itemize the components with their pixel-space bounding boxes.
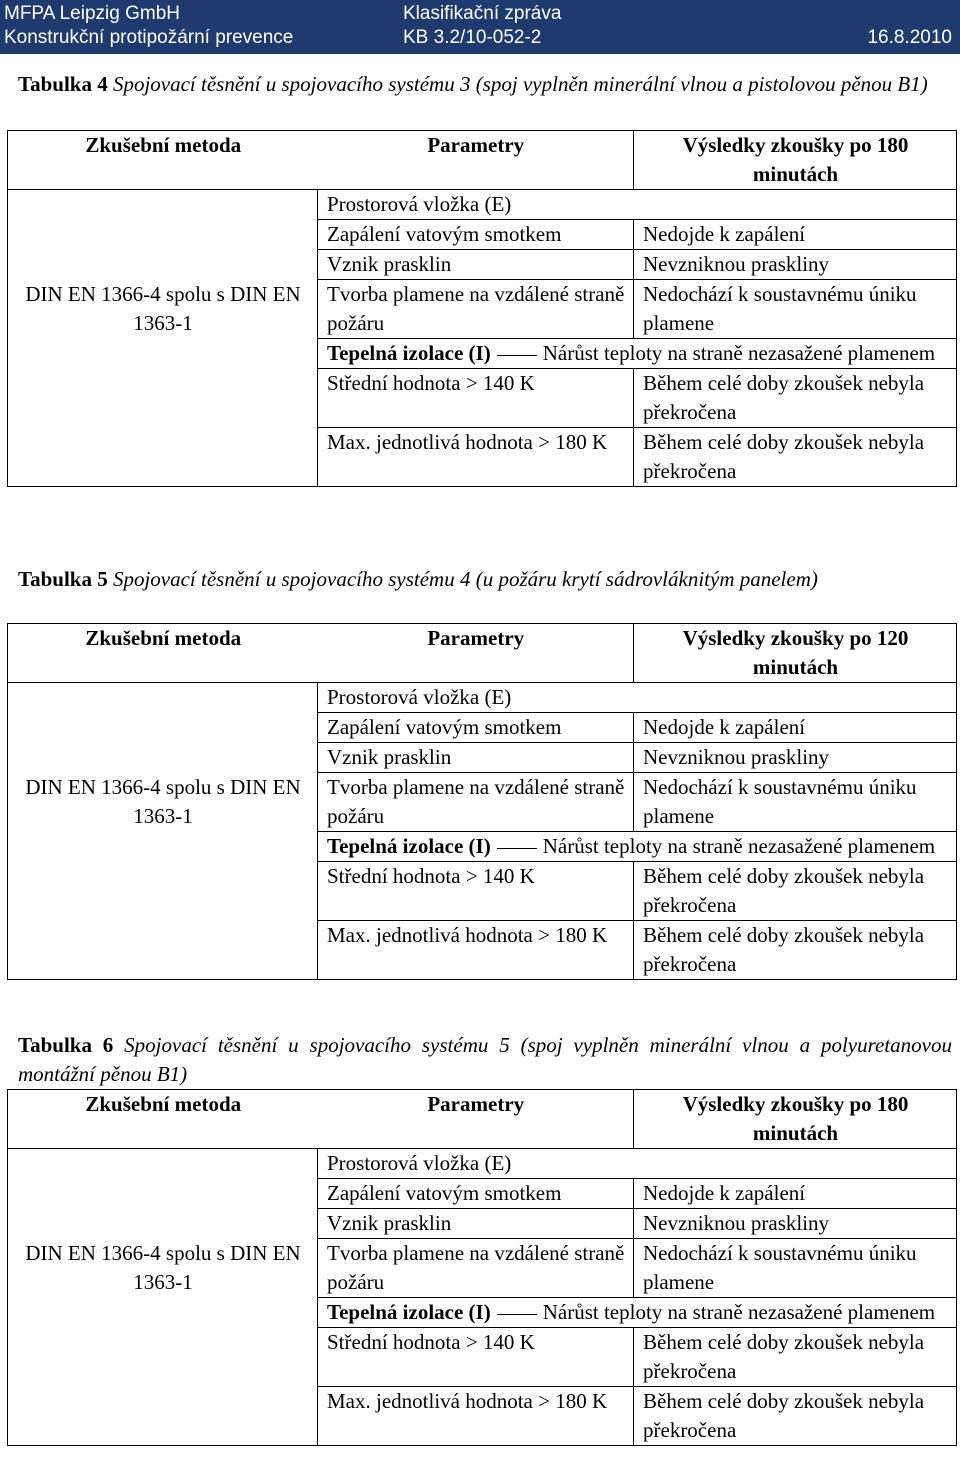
result-cell: Nedochází k soustavnému úniku plamene [634,773,957,832]
result-cell: Během celé doby zkoušek nebyla překročena [634,1387,957,1446]
table-header-row [8,131,957,190]
result-cell: Nevzniknou praskliny [634,250,957,280]
param-cell: Max. jednotlivá hodnota > 180 K [318,921,634,980]
table-caption [18,70,952,99]
col-header-params: Parametry [318,624,634,683]
insulation-heading: Tepelná izolace (I) Nárůst teploty na straně nezasažené plamenem [318,339,957,369]
result-cell: Nedochází k soustavnému úniku plamene [634,280,957,339]
dash-separator [497,1314,537,1315]
result-cell: Nedojde k zapálení [634,220,957,250]
table-caption [18,565,952,594]
report-number: KB 3.2/10-052-2 [403,27,542,48]
table-row [8,1387,957,1446]
table-header-row [8,1090,957,1149]
param-cell: Vznik prasklin [318,743,634,773]
param-cell: Střední hodnota > 140 K [318,862,634,921]
table-caption-text: Spojovací těsnění u spojovacího systému 3 (spoj vyplněn minerální vlnou a pistolovou pěnou B1) [112,72,928,96]
result-cell: Během celé doby zkoušek nebyla překročena [634,1328,957,1387]
col-header-params: Parametry [318,1090,634,1149]
table-row [8,190,957,220]
param-cell: Max. jednotlivá hodnota > 180 K [318,1387,634,1446]
table-header-row [8,624,957,683]
result-cell: Během celé doby zkoušek nebyla překročena [634,369,957,428]
dash-separator [497,355,537,356]
param-cell: Střední hodnota > 140 K [318,369,634,428]
table-caption-text: Spojovací těsnění u spojovacího systému 4 (u požáru krytí sádrovláknitým panelem) [112,567,818,591]
report-header [0,0,960,54]
test-method-cell: DIN EN 1366-4 spolu s DIN EN 1363-1 [8,1149,318,1387]
classification-table [7,1089,957,1446]
result-cell: Během celé doby zkoušek nebyla překročena [634,428,957,487]
param-cell: Zapálení vatovým smotkem [318,220,634,250]
report-type: Klasifikační zpráva [403,3,562,24]
classification-table [7,130,957,487]
method-cell-continuation [8,428,318,487]
result-cell: Během celé doby zkoušek nebyla překročena [634,862,957,921]
col-header-params: Parametry [318,131,634,190]
param-cell: Max. jednotlivá hodnota > 180 K [318,428,634,487]
col-header-method: Zkušební metoda [8,1090,318,1149]
integrity-heading: Prostorová vložka (E) [318,190,957,220]
dash-separator [497,848,537,849]
table-row [8,921,957,980]
col-header-results: Výsledky zkoušky po 120 minutách [634,624,957,683]
report-date: 16.8.2010 [867,27,952,48]
result-cell: Nevzniknou praskliny [634,1209,957,1239]
col-header-method: Zkušební metoda [8,624,318,683]
table-caption-text: Spojovací těsnění u spojovacího systému 5 (spoj vyplněn minerální vlnou a polyuretanovou montážní pěnou B1) [18,1033,952,1086]
table-row [8,683,957,713]
result-cell: Nevzniknou praskliny [634,743,957,773]
table-row [8,428,957,487]
param-cell: Vznik prasklin [318,250,634,280]
insulation-heading: Tepelná izolace (I) Nárůst teploty na straně nezasažené plamenem [318,1298,957,1328]
department-name: Konstrukční protipožární prevence [4,27,294,48]
param-cell: Zapálení vatovým smotkem [318,1179,634,1209]
method-cell-continuation [8,1387,318,1446]
test-method-cell: DIN EN 1366-4 spolu s DIN EN 1363-1 [8,190,318,428]
test-method-cell: DIN EN 1366-4 spolu s DIN EN 1363-1 [8,683,318,921]
param-cell: Tvorba plamene na vzdálené straně požáru [318,773,634,832]
param-cell: Zapálení vatovým smotkem [318,713,634,743]
result-cell: Nedochází k soustavnému úniku plamene [634,1239,957,1298]
table-label: Tabulka 6 [18,1033,114,1057]
method-cell-continuation [8,921,318,980]
integrity-heading: Prostorová vložka (E) [318,1149,957,1179]
col-header-results: Výsledky zkoušky po 180 minutách [634,131,957,190]
insulation-heading: Tepelná izolace (I) Nárůst teploty na straně nezasažené plamenem [318,832,957,862]
param-cell: Tvorba plamene na vzdálené straně požáru [318,280,634,339]
col-header-method: Zkušební metoda [8,131,318,190]
result-cell: Nedojde k zapálení [634,1179,957,1209]
param-cell: Vznik prasklin [318,1209,634,1239]
company-name: MFPA Leipzig GmbH [4,3,180,24]
param-cell: Tvorba plamene na vzdálené straně požáru [318,1239,634,1298]
classification-table [7,623,957,980]
result-cell: Nedojde k zapálení [634,713,957,743]
integrity-heading: Prostorová vložka (E) [318,683,957,713]
table-label: Tabulka 4 [18,72,108,96]
table-row [8,1149,957,1179]
col-header-results: Výsledky zkoušky po 180 minutách [634,1090,957,1149]
table-label: Tabulka 5 [18,567,108,591]
result-cell: Během celé doby zkoušek nebyla překročena [634,921,957,980]
param-cell: Střední hodnota > 140 K [318,1328,634,1387]
table-caption [18,1031,952,1089]
